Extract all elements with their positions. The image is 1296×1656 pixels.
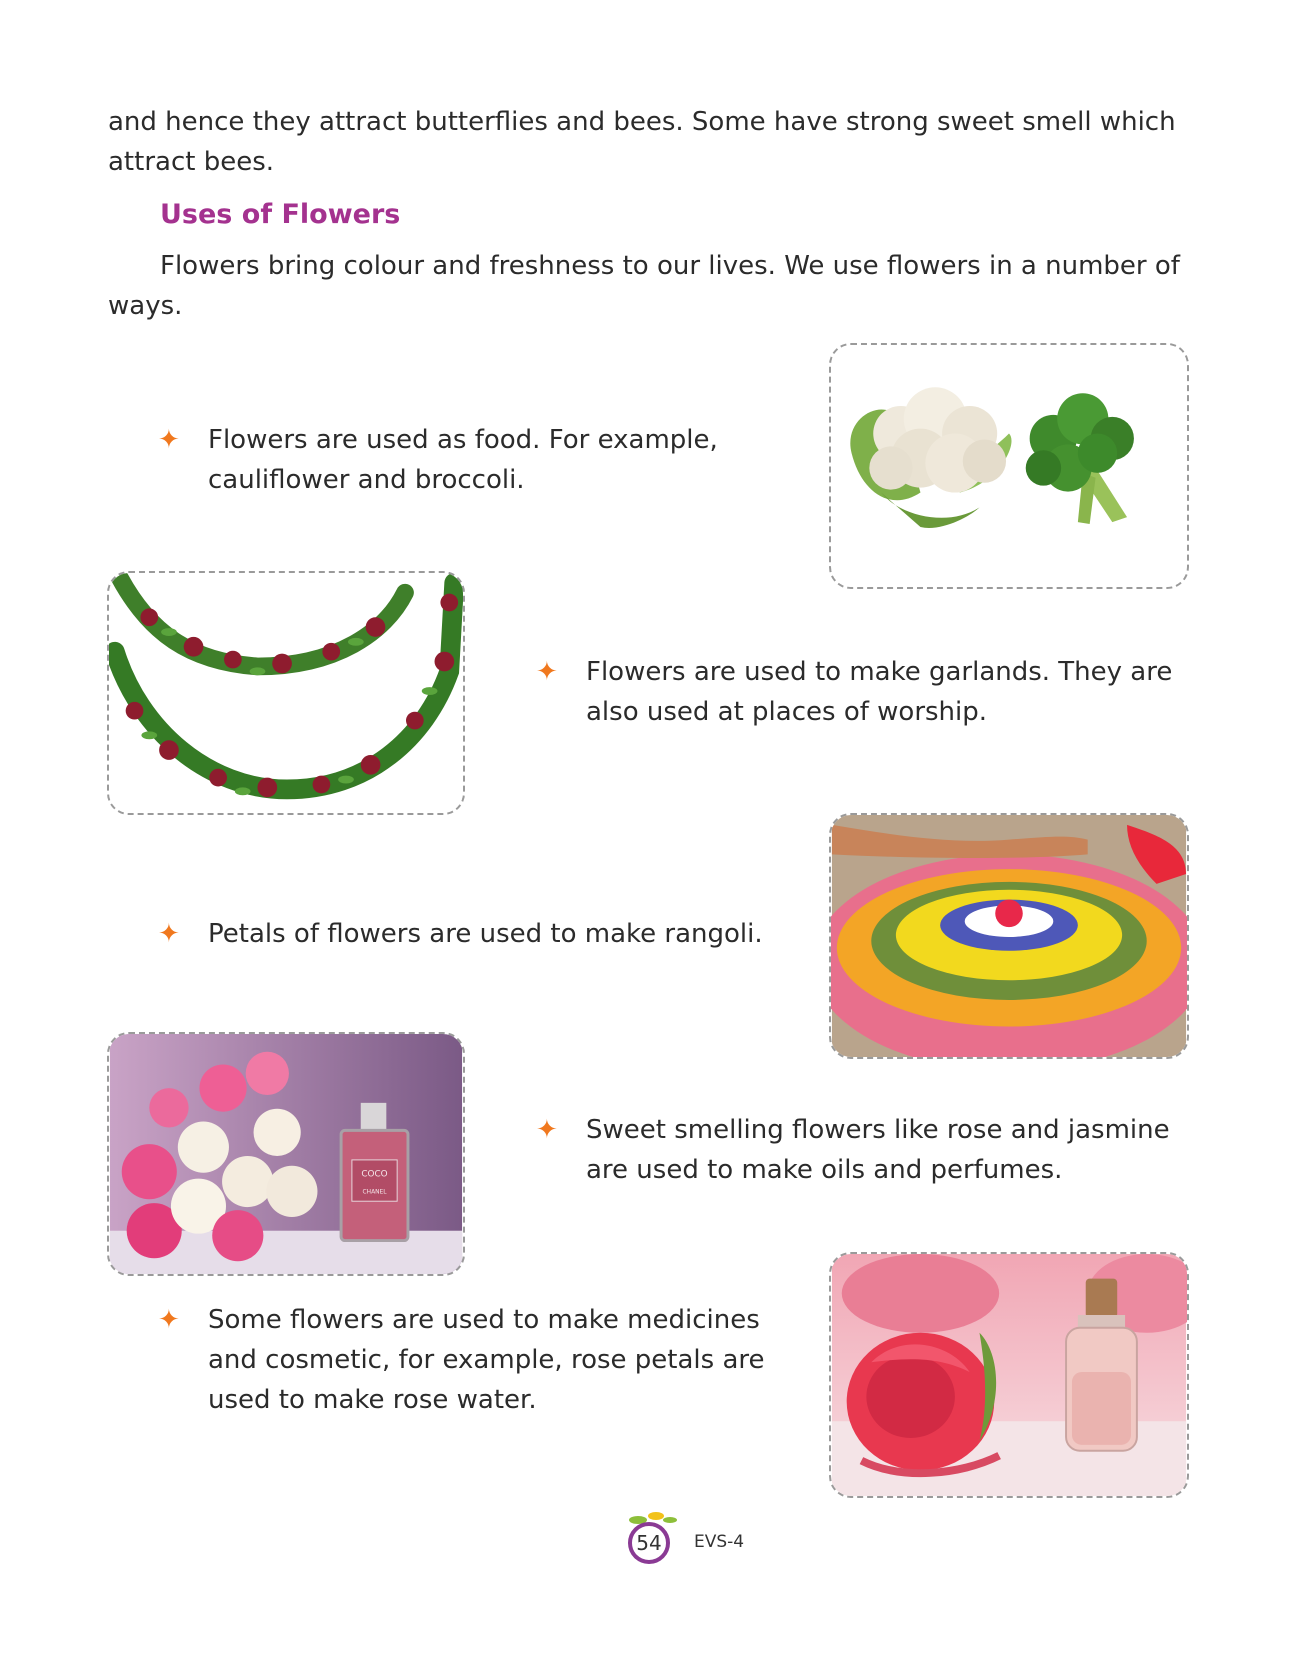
- section-para-line-1: Flowers bring colour and freshness to our lives. We use flowers in a number of: [160, 251, 1180, 281]
- orange-star-icon: ✦: [158, 425, 180, 455]
- use-food-line-1: Flowers are used as food. For example,: [208, 425, 718, 455]
- orange-star-icon: ✦: [158, 1305, 180, 1335]
- intro-line-1: and hence they attract butterflies and bees. Some have strong sweet smell which: [108, 107, 1176, 137]
- orange-star-icon: ✦: [536, 1115, 558, 1145]
- use-medicine-line-3: used to make rose water.: [208, 1385, 537, 1415]
- rose-water-image: [829, 1252, 1189, 1498]
- cauliflower-broccoli-image: [829, 343, 1189, 589]
- rangoli-image: [829, 813, 1189, 1059]
- section-heading: Uses of Flowers: [160, 199, 401, 230]
- page-number: 54: [628, 1522, 670, 1564]
- intro-line-2: attract bees.: [108, 147, 275, 177]
- use-garland-line-2: also used at places of worship.: [586, 697, 988, 727]
- section-para-line-2: ways.: [108, 291, 183, 321]
- page-footer: [608, 1508, 748, 1572]
- orange-star-icon: ✦: [158, 919, 180, 949]
- perfume-label-coco: COCO: [361, 1169, 388, 1180]
- use-medicine-line-1: Some flowers are used to make medicines: [208, 1305, 760, 1335]
- orange-star-icon: ✦: [536, 657, 558, 687]
- garland-image: [107, 571, 465, 815]
- roses-perfume-image: [107, 1032, 465, 1276]
- use-rangoli-line-1: Petals of flowers are used to make rangoli.: [208, 919, 763, 949]
- use-food-line-2: cauliflower and broccoli.: [208, 465, 525, 495]
- use-perfume-line-2: are used to make oils and perfumes.: [586, 1155, 1063, 1185]
- use-perfume-line-1: Sweet smelling flowers like rose and jasmine: [586, 1115, 1170, 1145]
- use-garland-line-1: Flowers are used to make garlands. They are: [586, 657, 1173, 687]
- perfume-label-chanel: CHANEL: [362, 1189, 387, 1196]
- use-medicine-line-2: and cosmetic, for example, rose petals are: [208, 1345, 765, 1375]
- book-code: EVS-4: [694, 1532, 745, 1552]
